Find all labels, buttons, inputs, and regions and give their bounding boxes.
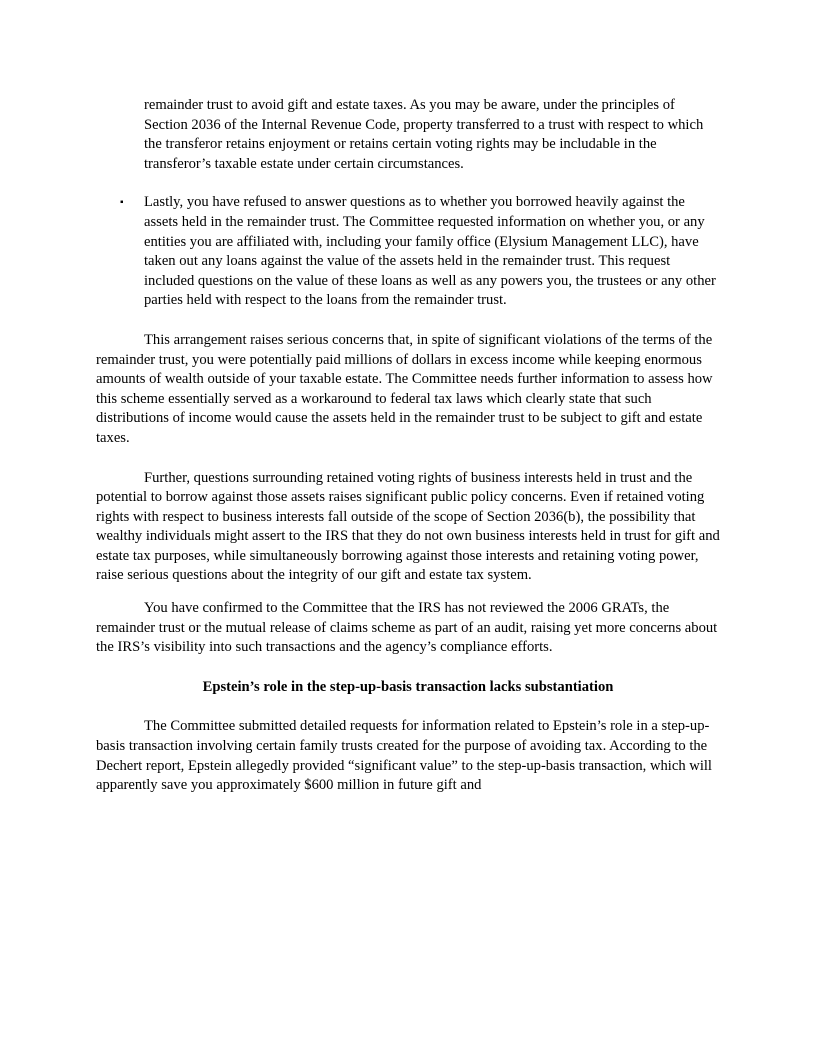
bullet-item-loans bbox=[96, 193, 720, 311]
document-page bbox=[96, 96, 720, 796]
section-heading: Epstein’s role in the step-up-basis transaction lacks substantiation bbox=[202, 678, 614, 695]
bullet-list bbox=[96, 193, 720, 311]
continuation-paragraph: remainder trust to avoid gift and estate taxes. As you may be aware, under the principles of Section 2036 of the Internal Revenue Code, property transferred to a trust with respect to which the transferor retains enjoyment or retains certain voting rights may be includable in the transferor’s taxable estate under certain circumstances. bbox=[144, 97, 704, 172]
paragraph-irs-audit: You have confirmed to the Committee that the IRS has not reviewed the 2006 GRATs, the remainder trust or the mutual release of claims scheme as part of an audit, raising yet more concerns about the IRS’s visibility into such transactions and the agency’s compliance efforts. bbox=[96, 600, 718, 656]
paragraph-voting-rights: Further, questions surrounding retained voting rights of business interests held in trust and the potential to borrow against those assets raises significant public policy concerns. Even if retained voting rights with respect to business interests fall outside of the scope of Section 2036(b), the possibility that wealthy individuals might assert to the IRS that they do not own business interests held in trust for gift and estate tax purposes, while simultaneously borrowing against those interests and retaining voting power, raise serious questions about the integrity of our gift and estate tax system. bbox=[96, 469, 720, 584]
bullet-text: Lastly, you have refused to answer questions as to whether you borrowed heavily against the assets held in the remainder trust. The Committee requested information on whether you, or any entities you are affiliated with, including your family office (Elysium Management LLC), have taken out any loans against the value of the assets held in the remainder trust. This request included questions on the value of these loans as well as any powers you, the trustees or any other parties held with respect to the loans from the remainder trust. bbox=[144, 194, 716, 309]
square-bullet-icon: ▪ bbox=[120, 197, 124, 209]
paragraph-arrangement-concerns: This arrangement raises serious concerns that, in spite of significant violations of the terms of the remainder trust, you were potentially paid millions of dollars in excess income while keeping enormous amounts of wealth outside of your taxable estate. The Committee needs further information to assess how this scheme essentially served as a workaround to federal tax laws which clearly state that such distributions of income would cause the assets held in the remainder trust to be subject to gift and estate taxes. bbox=[96, 331, 713, 446]
paragraph-step-up-basis: The Committee submitted detailed requests for information related to Epstein’s role in a step-up-basis transaction involving certain family trusts created for the purpose of avoiding tax. According to the Dechert report, Epstein allegedly provided “significant value” to the step-up-basis transaction, which will apparently save you approximately $600 million in future gift and bbox=[96, 718, 712, 794]
